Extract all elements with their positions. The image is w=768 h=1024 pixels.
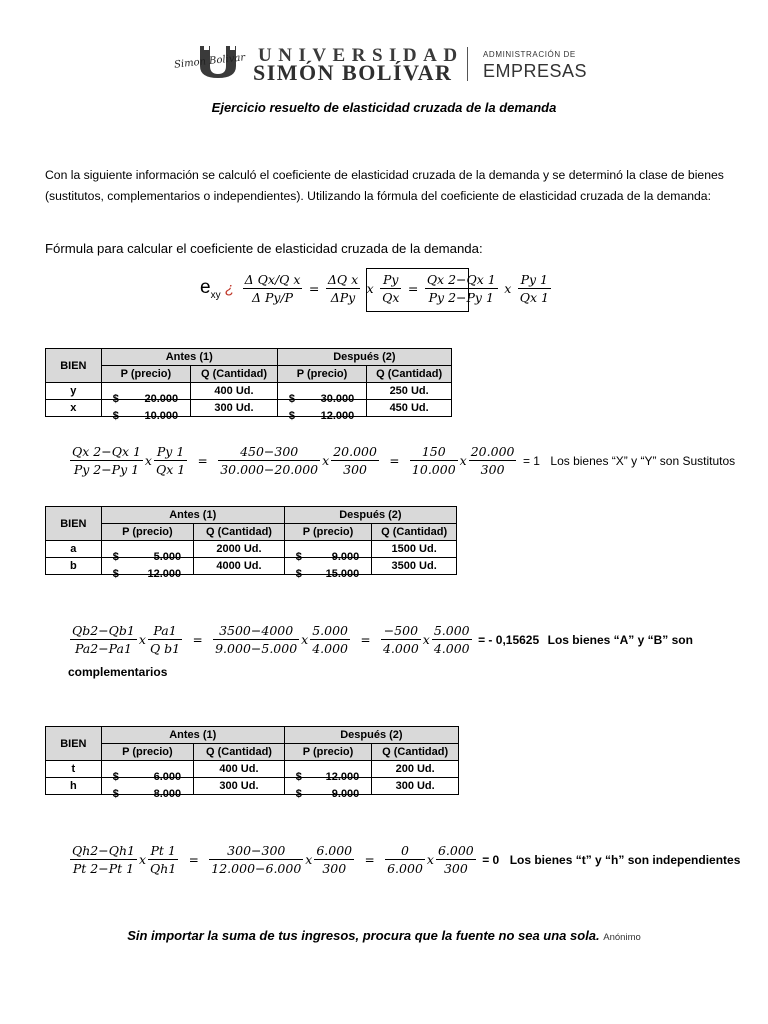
calc-result: = - 0,15625 xyxy=(478,632,540,647)
university-name-line1: UNIVERSIDAD xyxy=(258,45,464,66)
table-header-p1: P (precio) xyxy=(101,744,193,761)
table-row: x $ 10.000 300 Ud. $ 12.000 450 Ud. xyxy=(46,400,452,417)
formula-highlight-box xyxy=(366,268,469,312)
table-header-bien: BIEN xyxy=(46,507,102,541)
table-header-p2: P (precio) xyxy=(284,744,372,761)
formula-fraction: $\frac{\text{Δ Qx/Q x}}{\text{Δ Py/P}}$ xyxy=(244,272,301,305)
table-row: h $ 8.000 300 Ud. $ 9.000 300 Ud. xyxy=(46,778,459,795)
table-header-despues: Después (2) xyxy=(284,507,456,524)
calc-result: = 0 xyxy=(482,852,500,867)
calculation-2: $\frac{Qb2-Qb1}{Pa2-Pa1}$ x $\frac{Pa1}{\text{Q b1}}$ = $\frac{3500-4000}{9.000-5.000}$ x $\frac{5.000}{4.000}$ = $\frac{-500}{4.000}$ x $\frac{5.000}{4.000}$ = - 0,15625 Los bienes “A” y “B” son xyxy=(72,623,693,656)
document-title: Ejercicio resuelto de elasticidad cruzada de la demanda xyxy=(211,100,557,115)
table-header-antes: Antes (1) xyxy=(101,507,284,524)
calc-conclusion: Los bienes “A” y “B” son xyxy=(547,632,693,647)
table-header-q2: Q (Cantidad) xyxy=(367,366,452,383)
calc-conclusion: Los bienes “t” y “h” son independientes xyxy=(509,852,741,867)
table-header-q2: Q (Cantidad) xyxy=(372,744,459,761)
table-row: t $ 6.000 400 Ud. $ 12.000 200 Ud. xyxy=(46,761,459,778)
calculation-1: $\frac{Qx 2-Qx 1}{Py 2-Py 1}$ x $\frac{Py 1}{Qx 1}$ = $\frac{450-300}{30.000-20.000}$ x $\frac{20.000}{300}$ = $\frac{150}{10.000}$ x $\frac{20.000}{300}$ = 1 Los bienes “X” y “Y” son Sustitutos xyxy=(72,444,736,477)
formula-fraction: $\frac{Py 1}{Qx 1}$ xyxy=(519,272,549,305)
header-divider xyxy=(467,47,468,81)
table-row: a $ 5.000 2000 Ud. $ 9.000 1500 Ud. xyxy=(46,541,457,558)
table-header-p1: P (precio) xyxy=(101,366,190,383)
table-header-q1: Q (Cantidad) xyxy=(194,744,285,761)
formula-label: Fórmula para calcular el coeficiente de elasticidad cruzada de la demanda: xyxy=(45,241,483,256)
signature-text: Simon Bolivar xyxy=(173,52,246,71)
formula-fraction: $\frac{Qx 2-Qx 1}{Py 2-Py 1}$ xyxy=(426,272,496,305)
data-table-1 xyxy=(45,348,452,422)
university-name-line2: SIMÓN BOLÍVAR xyxy=(253,60,453,85)
formula-fraction: $\frac{Py}{Qx}$ xyxy=(382,272,400,305)
table-header-bien: BIEN xyxy=(46,727,102,761)
calc-conclusion-continued: complementarios xyxy=(68,665,168,679)
table-header-p2: P (precio) xyxy=(284,524,372,541)
table-header-p2: P (precio) xyxy=(277,366,366,383)
table-header-antes: Antes (1) xyxy=(101,727,284,744)
formula-fraction: $\frac{\text{ΔQ x}}{\text{ΔPy}}$ xyxy=(327,272,359,305)
formula-e: $e_{xy}$ xyxy=(200,276,221,301)
table-row: y $ 20.000 400 Ud. $ 30.000 250 Ud. xyxy=(46,383,452,400)
closing-quote xyxy=(0,928,768,943)
data-table-2 xyxy=(45,506,457,580)
intro-paragraph: Con la siguiente información se calculó el coeficiente de elasticidad cruzada de la demanda y se determinó la clase de bienes (sustitutos, complementarios o independientes). Utilizando la fórmula del coeficiente de elasticidad cruzada de la demanda: xyxy=(45,168,724,203)
table-header-despues: Después (2) xyxy=(284,727,458,744)
table-header-despues: Después (2) xyxy=(277,349,451,366)
table-header-q2: Q (Cantidad) xyxy=(372,524,457,541)
table-header-antes: Antes (1) xyxy=(101,349,277,366)
table-header-q1: Q (Cantidad) xyxy=(194,524,285,541)
calc-result: = 1 xyxy=(522,453,540,468)
table-header-bien: BIEN xyxy=(46,349,102,383)
table-row: b $ 12.000 4000 Ud. $ 15.000 3500 Ud. xyxy=(46,558,457,575)
data-table-3 xyxy=(45,726,459,800)
calc-conclusion: Los bienes “X” y “Y” son Sustitutos xyxy=(550,453,736,468)
faculty-label-small: ADMINISTRACIÓN DE xyxy=(483,50,576,59)
table-header-q1: Q (Cantidad) xyxy=(191,366,278,383)
calculation-3: $\frac{Qh2-Qh1}{Pt 2-Pt 1}$ x $\frac{Pt 1}{Qh1}$ = $\frac{300-300}{12.000-6.000}$ x $\frac{6.000}{300}$ = $\frac{0}{6.000}$ x $\frac{6.000}{300}$ = 0 Los bienes “t” y “h” son independientes xyxy=(72,843,741,876)
quote-text: Sin importar la suma de tus ingresos, procura que la fuente no sea una sola. xyxy=(127,928,600,943)
quote-author: Anónimo xyxy=(603,932,641,943)
formula-red-mark: ¿ xyxy=(225,280,235,297)
elasticity-formula: $e_{xy}$ ¿ $\frac{\text{Δ Qx/Q x}}{\text{Δ Py/P}}$ = $\frac{\text{ΔQ x}}{\text{ΔPy}}$ x $\frac{Py}{Qx}$ = $\frac{Qx 2-Qx 1}{Py 2-Py 1}$ x $\frac{Py 1}{Qx 1}$ xyxy=(200,272,549,305)
table-header-p1: P (precio) xyxy=(101,524,193,541)
faculty-label-big: EMPRESAS xyxy=(483,61,588,81)
